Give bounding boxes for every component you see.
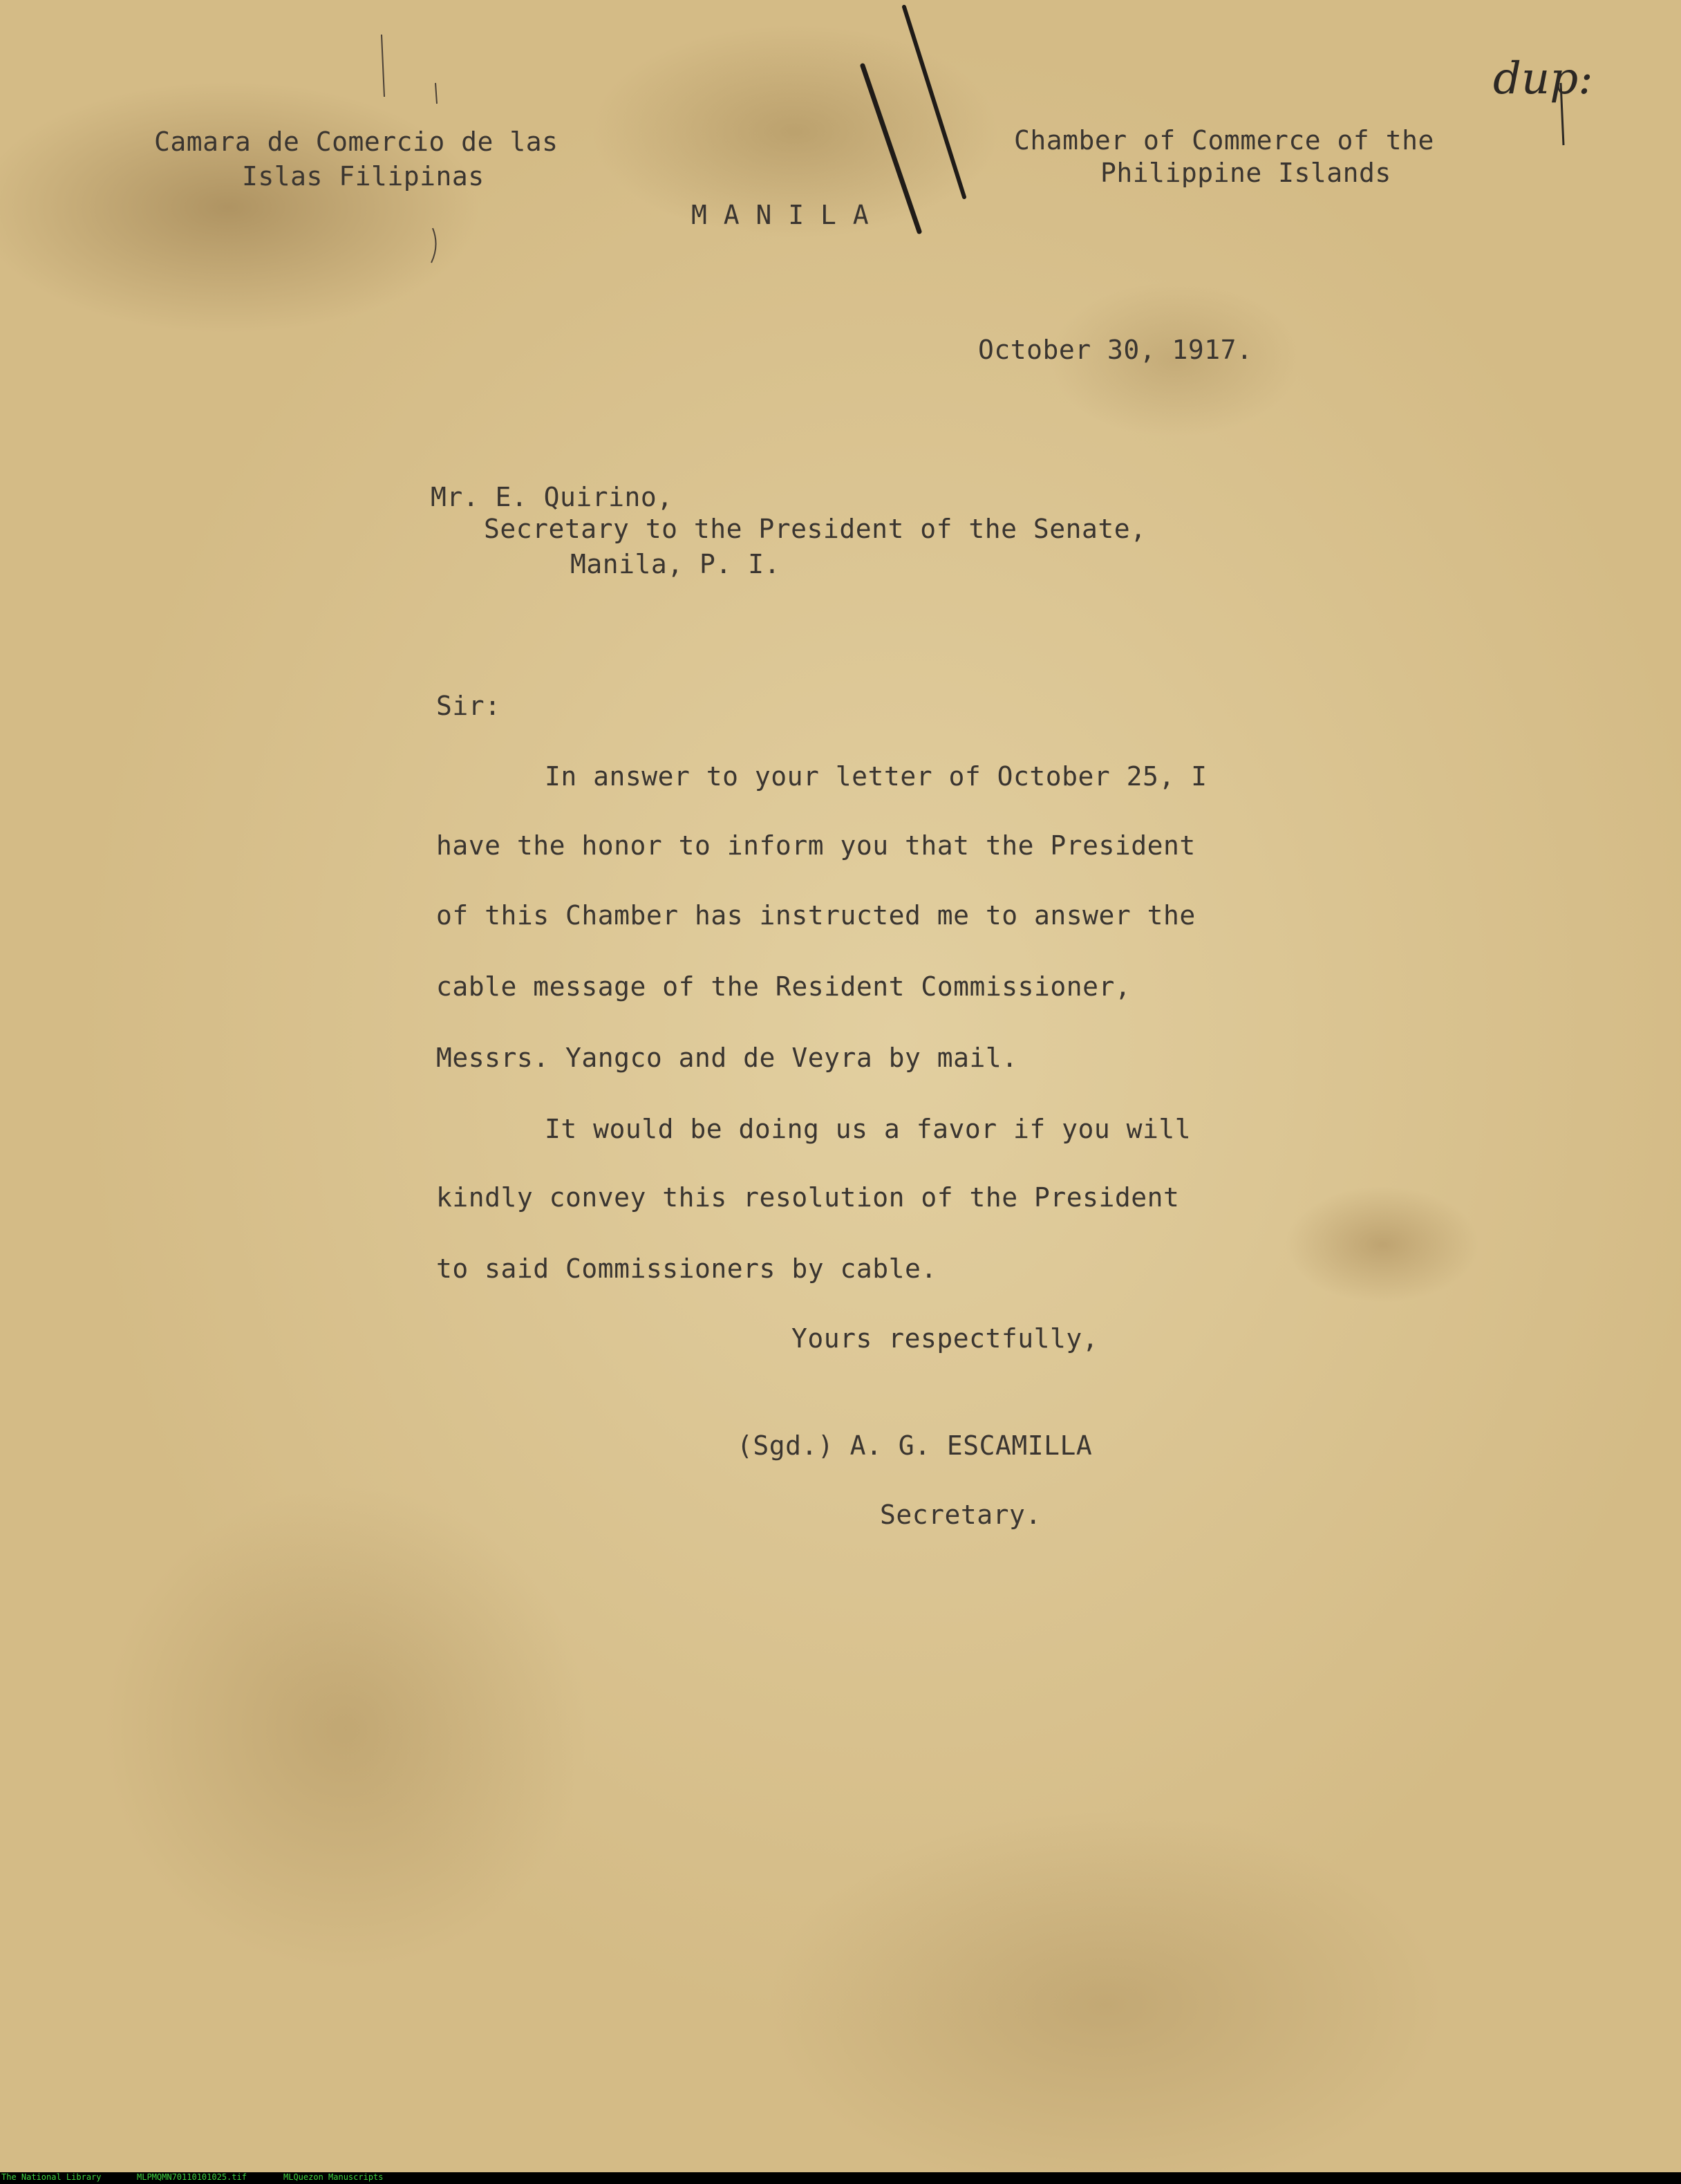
letterhead-english-line1: Chamber of Commerce of the — [1014, 125, 1434, 156]
body-line: In answer to your letter of October 25, I — [545, 761, 1208, 792]
body-line: of this Chamber has instructed me to answer the — [436, 900, 1196, 931]
body-line: have the honor to inform you that the President — [436, 830, 1196, 861]
pen-stroke-left — [863, 66, 919, 232]
handwritten-annotation: dup: — [1493, 53, 1593, 104]
footer-library: The National Library — [1, 2172, 102, 2182]
pencil-mark — [435, 83, 437, 104]
signature: (Sgd.) A. G. ESCAMILLA — [737, 1430, 1093, 1461]
footer-collection: MLQuezon Manuscripts — [283, 2172, 384, 2182]
body-line: cable message of the Resident Commissioner, — [436, 971, 1131, 1002]
archive-footer-bar — [0, 2172, 1681, 2184]
body-line: It would be doing us a favor if you will — [545, 1114, 1192, 1144]
letterhead-english-line2: Philippine Islands — [1100, 158, 1391, 188]
letterhead-city: M A N I L A — [691, 200, 870, 230]
letter-date: October 30, 1917. — [978, 335, 1253, 365]
pencil-mark — [431, 228, 436, 263]
letterhead-spanish-line2: Islas Filipinas — [242, 161, 485, 192]
addressee-name: Mr. E. Quirino, — [431, 482, 673, 512]
pen-stroke-right — [904, 7, 964, 197]
body-line: Messrs. Yangco and de Veyra by mail. — [436, 1043, 1018, 1073]
letterhead-spanish-line1: Camara de Comercio de las — [154, 127, 558, 157]
salutation: Sir: — [436, 691, 501, 721]
addressee-location: Manila, P. I. — [570, 549, 780, 579]
pencil-mark — [382, 35, 384, 97]
body-line: kindly convey this resolution of the President — [436, 1182, 1180, 1213]
footer-filename: MLPMQMN70110101025.tif — [137, 2172, 247, 2182]
closing: Yours respectfully, — [791, 1323, 1099, 1354]
addressee-title: Secretary to the President of the Senate, — [484, 514, 1147, 544]
signer-title: Secretary. — [880, 1500, 1042, 1530]
body-line: to said Commissioners by cable. — [436, 1253, 937, 1284]
